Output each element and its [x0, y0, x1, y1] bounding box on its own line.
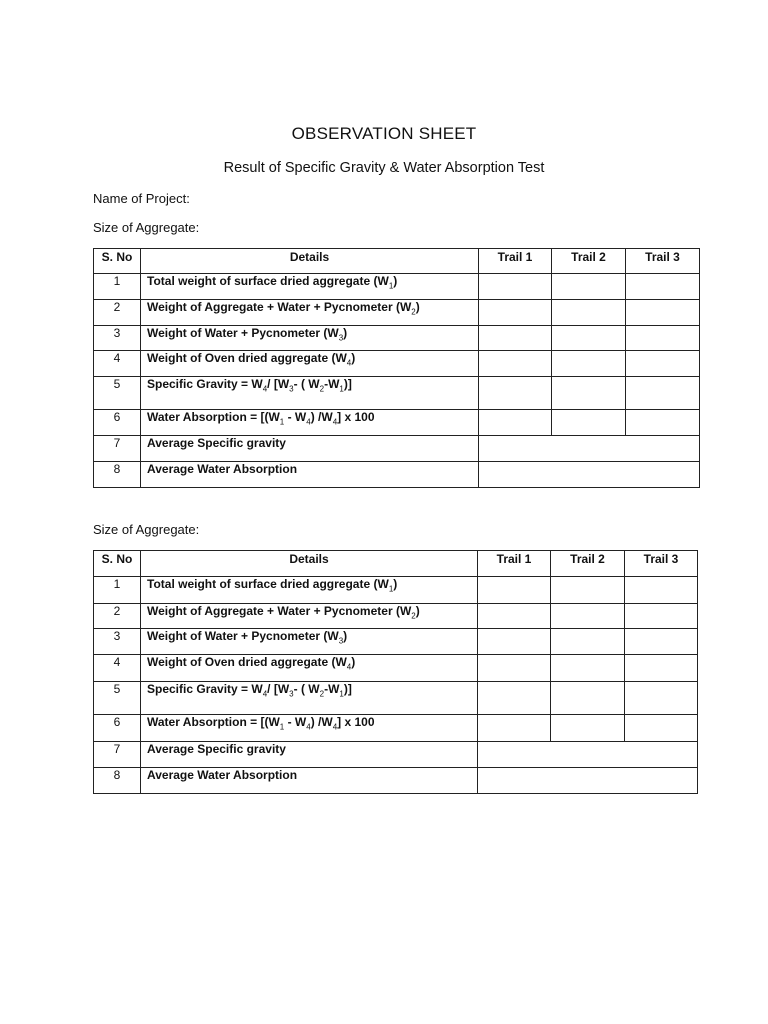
table-row	[94, 768, 698, 794]
row-details: Water Absorption = [$(W_1 - W_4)$ $/W_4$] x 100	[141, 715, 478, 742]
trail-2-cell[interactable]	[552, 326, 626, 351]
trail-2-cell[interactable]	[551, 604, 625, 629]
trail-2-header: Trail 2	[552, 249, 626, 274]
serial-number: 3	[94, 326, 141, 351]
trail-2-cell[interactable]	[551, 577, 625, 604]
details-header: Details	[141, 551, 478, 577]
table-row	[94, 715, 698, 742]
serial-number: 8	[94, 462, 141, 488]
trail-3-header: Trail 3	[625, 551, 698, 577]
serial-number: 5	[94, 377, 141, 410]
trail-1-header: Trail 1	[478, 551, 551, 577]
trail-3-cell[interactable]	[625, 655, 698, 682]
trail-3-cell[interactable]	[625, 682, 698, 715]
sheet-title: OBSERVATION SHEET	[291, 124, 477, 143]
serial-number: 4	[94, 351, 141, 377]
serial-number: 2	[94, 604, 141, 629]
trail-3-header: Trail 3	[626, 249, 700, 274]
observation-table-1	[93, 248, 700, 488]
trail-3-cell[interactable]	[626, 377, 700, 410]
trail-1-cell[interactable]	[479, 410, 552, 436]
table-row	[94, 410, 700, 436]
row-details: Water Absorption = [$(W_1 - W_4)$ $/W_4$] x 100	[141, 410, 479, 436]
serial-number: 5	[94, 682, 141, 715]
average-result-cell[interactable]	[478, 768, 698, 794]
table-row	[94, 436, 700, 462]
serial-number: 2	[94, 300, 141, 326]
serial-number: 6	[94, 410, 141, 436]
trail-2-cell[interactable]	[551, 655, 625, 682]
trail-2-cell[interactable]	[551, 682, 625, 715]
trail-3-cell[interactable]	[626, 274, 700, 300]
aggregate-size-label-2: Size of Aggregate:	[93, 522, 200, 537]
trail-1-cell[interactable]	[479, 351, 552, 377]
serial-number: 6	[94, 715, 141, 742]
table-row	[94, 274, 700, 300]
serial-number: 8	[94, 768, 141, 794]
table-row	[94, 300, 700, 326]
row-details: Average Water Absorption	[141, 768, 478, 794]
observation-table-2	[93, 550, 698, 794]
table-row	[94, 326, 700, 351]
trail-3-cell[interactable]	[626, 326, 700, 351]
trail-2-cell[interactable]	[552, 351, 626, 377]
average-result-cell[interactable]	[478, 742, 698, 768]
trail-1-cell[interactable]	[478, 655, 551, 682]
serial-number: 4	[94, 655, 141, 682]
table-header-row	[94, 551, 698, 577]
row-details: Specific Gravity = $W_4/$ [$W_3-$ ( $W_2-W_1$)]	[141, 682, 478, 715]
trail-3-cell[interactable]	[625, 715, 698, 742]
trail-3-cell[interactable]	[625, 604, 698, 629]
trail-3-cell[interactable]	[625, 629, 698, 655]
table-row	[94, 577, 698, 604]
serial-number: 7	[94, 436, 141, 462]
row-details: Weight of Aggregate + Water + Pycnometer $(W_2)$	[141, 604, 478, 629]
row-details: Total weight of surface dried aggregate $(W_1)$	[141, 274, 479, 300]
trail-2-cell[interactable]	[551, 715, 625, 742]
trail-1-cell[interactable]	[478, 629, 551, 655]
table-row	[94, 351, 700, 377]
trail-3-cell[interactable]	[626, 300, 700, 326]
table-row	[94, 682, 698, 715]
row-details: Weight of Aggregate + Water + Pycnometer $(W_2)$	[141, 300, 479, 326]
sheet-subtitle: Result of Specific Gravity & Water Absorption Test	[223, 160, 545, 176]
trail-3-cell[interactable]	[626, 351, 700, 377]
table-row	[94, 377, 700, 410]
table-header-row	[94, 249, 700, 274]
sno-header: S. No	[94, 551, 141, 577]
trail-3-cell[interactable]	[625, 577, 698, 604]
trail-1-cell[interactable]	[478, 715, 551, 742]
serial-number: 1	[94, 274, 141, 300]
row-details: Total weight of surface dried aggregate $(W_1)$	[141, 577, 478, 604]
trail-2-cell[interactable]	[552, 300, 626, 326]
trail-1-header: Trail 1	[479, 249, 552, 274]
trail-1-cell[interactable]	[478, 604, 551, 629]
table-row	[94, 462, 700, 488]
table-row	[94, 629, 698, 655]
trail-1-cell[interactable]	[479, 274, 552, 300]
row-details: Average Water Absorption	[141, 462, 479, 488]
row-details: Weight of Oven dried aggregate $(W_4)$	[141, 351, 479, 377]
table-row	[94, 604, 698, 629]
table-row	[94, 742, 698, 768]
trail-2-header: Trail 2	[551, 551, 625, 577]
trail-1-cell[interactable]	[478, 682, 551, 715]
row-details: Weight of Water + Pycnometer $(W_3)$	[141, 326, 479, 351]
trail-3-cell[interactable]	[626, 410, 700, 436]
serial-number: 1	[94, 577, 141, 604]
row-details: Weight of Oven dried aggregate $(W_4)$	[141, 655, 478, 682]
row-details: Average Specific gravity	[141, 436, 479, 462]
row-details: Weight of Water + Pycnometer $(W_3)$	[141, 629, 478, 655]
row-details: Average Specific gravity	[141, 742, 478, 768]
aggregate-size-label-1: Size of Aggregate:	[93, 220, 200, 235]
trail-1-cell[interactable]	[479, 300, 552, 326]
details-header: Details	[141, 249, 479, 274]
trail-2-cell[interactable]	[552, 377, 626, 410]
table-row	[94, 655, 698, 682]
trail-1-cell[interactable]	[479, 377, 552, 410]
trail-2-cell[interactable]	[552, 410, 626, 436]
average-result-cell[interactable]	[479, 436, 700, 462]
trail-1-cell[interactable]	[478, 577, 551, 604]
row-details: Specific Gravity = $W_4/$ [$W_3-$ ( $W_2-W_1$)]	[141, 377, 479, 410]
serial-number: 3	[94, 629, 141, 655]
sno-header: S. No	[94, 249, 141, 274]
project-name-label: Name of Project:	[93, 191, 190, 206]
serial-number: 7	[94, 742, 141, 768]
trail-2-cell[interactable]	[552, 274, 626, 300]
trail-1-cell[interactable]	[479, 326, 552, 351]
average-result-cell[interactable]	[479, 462, 700, 488]
trail-2-cell[interactable]	[551, 629, 625, 655]
